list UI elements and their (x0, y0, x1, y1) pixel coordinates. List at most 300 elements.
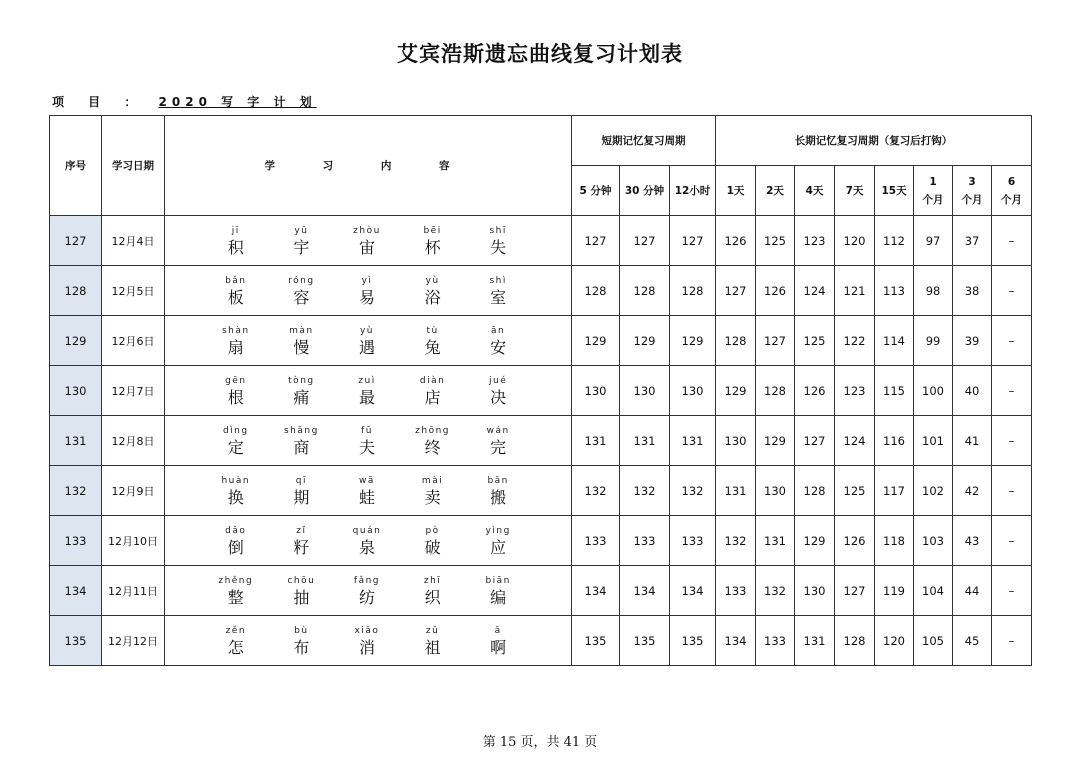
long-review-cell[interactable]: 128 (756, 366, 795, 416)
pinyin: shàn (221, 325, 250, 336)
pinyin: qī (295, 475, 307, 486)
page-title: 艾宾浩斯遗忘曲线复习计划表 (397, 42, 683, 66)
pinyin: yù (425, 275, 440, 286)
header-long-col (835, 166, 875, 216)
header-long-col-bottom: 个月 (922, 193, 944, 206)
pinyin: zhěng (218, 575, 254, 586)
pinyin: yǔ (294, 225, 309, 236)
pinyin: wán (486, 425, 510, 436)
character-entry (405, 224, 461, 258)
hanzi: 宙 (358, 237, 375, 257)
header-content: 学 习 内 容 (165, 116, 572, 216)
long-review-cell[interactable]: 112 (875, 216, 914, 266)
hanzi: 泉 (358, 537, 375, 557)
long-review-cell[interactable]: 102 (914, 466, 953, 516)
row-content (165, 416, 572, 466)
long-review-cell[interactable]: 101 (914, 416, 953, 466)
table-row (50, 516, 1032, 566)
row-content (165, 466, 572, 516)
hanzi: 消 (358, 637, 375, 657)
long-review-cell[interactable]: 124 (835, 416, 875, 466)
long-review-cell[interactable]: 122 (835, 316, 875, 366)
short-review-cell: 127 (620, 216, 670, 266)
long-review-cell[interactable]: 130 (756, 466, 795, 516)
pinyin: wā (359, 475, 375, 486)
character-entry (208, 374, 264, 408)
pinyin: zhōng (415, 425, 450, 436)
long-review-cell[interactable]: 124 (795, 266, 835, 316)
character-entry (405, 424, 461, 458)
short-review-cell: 128 (620, 266, 670, 316)
long-review-cell[interactable]: – (992, 466, 1032, 516)
hanzi: 浴 (424, 287, 441, 307)
long-review-cell[interactable]: 119 (875, 566, 914, 616)
header-long-col-top: 6 (1007, 175, 1016, 188)
pinyin: tòng (288, 375, 315, 386)
short-review-cell: 131 (620, 416, 670, 466)
long-review-cell[interactable]: 130 (795, 566, 835, 616)
long-review-cell[interactable]: 126 (756, 266, 795, 316)
long-review-cell[interactable]: 129 (795, 516, 835, 566)
pinyin: dìng (222, 425, 249, 436)
hanzi: 籽 (293, 537, 310, 557)
header-long-col (992, 166, 1032, 216)
row-date: 12月8日 (102, 416, 165, 466)
project-line (52, 93, 317, 110)
hanzi: 啊 (490, 637, 507, 657)
pinyin: bǎn (225, 275, 247, 286)
hanzi: 室 (490, 287, 507, 307)
short-review-cell: 128 (572, 266, 620, 316)
character-entry (208, 324, 264, 358)
pinyin: bān (487, 475, 509, 486)
character-entry (208, 524, 264, 558)
row-seq: 128 (50, 266, 102, 316)
hanzi: 兔 (424, 337, 441, 357)
pinyin: chōu (287, 575, 316, 586)
pinyin: shì (489, 275, 507, 286)
pinyin: biān (485, 575, 511, 586)
character-entry (273, 274, 329, 308)
hanzi: 痛 (293, 387, 310, 407)
long-review-cell[interactable]: – (992, 516, 1032, 566)
pinyin: zhī (423, 575, 442, 586)
character-entry (405, 324, 461, 358)
hanzi: 宇 (293, 237, 310, 257)
long-review-cell[interactable]: 97 (914, 216, 953, 266)
table-row (50, 566, 1032, 616)
hanzi: 应 (490, 537, 507, 557)
long-review-cell[interactable]: 132 (756, 566, 795, 616)
hanzi: 决 (490, 387, 507, 407)
row-seq: 135 (50, 616, 102, 666)
hanzi: 杯 (424, 237, 441, 257)
long-review-cell[interactable]: 120 (875, 616, 914, 666)
long-review-cell[interactable]: – (992, 316, 1032, 366)
long-review-cell[interactable]: 100 (914, 366, 953, 416)
long-review-cell[interactable]: 134 (716, 616, 756, 666)
character-entry (273, 574, 329, 608)
short-review-cell: 127 (670, 216, 716, 266)
short-review-cell: 128 (670, 266, 716, 316)
long-review-cell[interactable]: – (992, 416, 1032, 466)
table-row (50, 466, 1032, 516)
hanzi: 根 (227, 387, 244, 407)
hanzi: 期 (293, 487, 310, 507)
long-review-cell[interactable]: 115 (875, 366, 914, 416)
hanzi: 商 (293, 437, 310, 457)
long-review-cell[interactable]: 98 (914, 266, 953, 316)
project-label: 项 目 ： (52, 95, 147, 109)
character-entry (405, 274, 461, 308)
row-date: 12月9日 (102, 466, 165, 516)
long-review-cell[interactable]: 38 (953, 266, 992, 316)
row-date: 12月5日 (102, 266, 165, 316)
long-review-cell[interactable]: – (992, 366, 1032, 416)
character-entry (405, 374, 461, 408)
character-entry (470, 274, 526, 308)
long-review-cell[interactable]: 39 (953, 316, 992, 366)
character-entry (273, 324, 329, 358)
long-review-cell[interactable]: – (992, 266, 1032, 316)
row-seq: 131 (50, 416, 102, 466)
character-entry (273, 224, 329, 258)
hanzi: 布 (293, 637, 310, 657)
character-entry (470, 524, 526, 558)
long-review-cell[interactable]: 133 (716, 566, 756, 616)
hanzi: 抽 (293, 587, 310, 607)
short-review-cell: 132 (572, 466, 620, 516)
hanzi: 失 (490, 237, 507, 257)
long-review-cell[interactable]: 37 (953, 216, 992, 266)
pinyin: xiāo (354, 625, 380, 636)
hanzi: 积 (227, 237, 244, 257)
long-review-cell[interactable]: – (992, 616, 1032, 666)
pinyin: yìng (485, 525, 511, 536)
hanzi: 夫 (358, 437, 375, 457)
hanzi: 纺 (358, 587, 375, 607)
character-entry (470, 224, 526, 258)
character-entry (470, 574, 526, 608)
character-entry (339, 574, 395, 608)
header-long-col-bottom: 个月 (961, 193, 983, 206)
long-review-cell[interactable]: 125 (795, 316, 835, 366)
character-entry (405, 474, 461, 508)
pinyin: gēn (225, 375, 247, 386)
hanzi: 卖 (424, 487, 441, 507)
header-short-col: 5 分钟 (572, 166, 620, 216)
long-review-cell[interactable]: 131 (716, 466, 756, 516)
long-review-cell[interactable]: 104 (914, 566, 953, 616)
hanzi: 易 (358, 287, 375, 307)
character-entry (470, 624, 526, 658)
short-review-cell: 135 (670, 616, 716, 666)
character-entry (273, 474, 329, 508)
character-entry (339, 374, 395, 408)
project-value: 2020 写 字 计 划 (158, 95, 317, 109)
long-review-cell[interactable]: 133 (756, 616, 795, 666)
character-entry (339, 224, 395, 258)
header-long-col-bottom: 2天 (766, 184, 784, 197)
long-review-cell[interactable]: 103 (914, 516, 953, 566)
character-entry (273, 374, 329, 408)
page-footer: 第 15 页，共 41 页 (482, 735, 598, 750)
short-review-cell: 130 (572, 366, 620, 416)
short-review-cell: 134 (620, 566, 670, 616)
character-entry (208, 474, 264, 508)
short-review-cell: 129 (670, 316, 716, 366)
pinyin: zěn (225, 625, 247, 636)
long-review-cell[interactable]: 42 (953, 466, 992, 516)
character-entry (208, 274, 264, 308)
short-review-cell: 129 (620, 316, 670, 366)
character-entry (405, 624, 461, 658)
row-date: 12月12日 (102, 616, 165, 666)
long-review-cell[interactable]: 129 (716, 366, 756, 416)
long-review-cell[interactable]: 123 (795, 216, 835, 266)
hanzi: 慢 (293, 337, 310, 357)
header-long-col (795, 166, 835, 216)
row-date: 12月7日 (102, 366, 165, 416)
long-review-cell[interactable]: 128 (716, 316, 756, 366)
long-review-cell[interactable]: 43 (953, 516, 992, 566)
row-date: 12月6日 (102, 316, 165, 366)
long-review-cell[interactable]: 132 (716, 516, 756, 566)
character-entry (470, 424, 526, 458)
long-review-cell[interactable]: 127 (716, 266, 756, 316)
hanzi: 扇 (227, 337, 244, 357)
row-content (165, 616, 572, 666)
hanzi: 搬 (490, 487, 507, 507)
short-review-cell: 127 (572, 216, 620, 266)
header-short-term: 短期记忆复习周期 (572, 116, 716, 166)
header-long-col (716, 166, 756, 216)
short-review-cell: 131 (572, 416, 620, 466)
header-date: 学习日期 (102, 116, 165, 216)
pinyin: diàn (419, 375, 446, 386)
pinyin: zhòu (353, 225, 381, 236)
character-entry (339, 424, 395, 458)
long-review-cell[interactable]: 40 (953, 366, 992, 416)
short-review-cell: 133 (572, 516, 620, 566)
pinyin: zuì (358, 375, 376, 386)
row-seq: 132 (50, 466, 102, 516)
hanzi: 容 (293, 287, 310, 307)
table-row (50, 366, 1032, 416)
long-review-cell[interactable]: 44 (953, 566, 992, 616)
long-review-cell[interactable]: 127 (795, 416, 835, 466)
hanzi: 怎 (227, 637, 244, 657)
short-review-cell: 134 (572, 566, 620, 616)
row-seq: 127 (50, 216, 102, 266)
character-entry (470, 374, 526, 408)
table-row (50, 616, 1032, 666)
pinyin: yù (359, 325, 374, 336)
long-review-cell[interactable]: 126 (795, 366, 835, 416)
header-long-col (953, 166, 992, 216)
long-review-cell[interactable]: 126 (716, 216, 756, 266)
pinyin: bù (294, 625, 309, 636)
header-short-col: 12小时 (670, 166, 716, 216)
row-seq: 133 (50, 516, 102, 566)
header-long-col-top: 3 (968, 175, 976, 188)
pinyin: bēi (423, 225, 442, 236)
row-content (165, 366, 572, 416)
long-review-cell[interactable]: 41 (953, 416, 992, 466)
long-review-cell[interactable]: 117 (875, 466, 914, 516)
hanzi: 编 (490, 587, 507, 607)
pinyin: yì (361, 275, 373, 286)
hanzi: 终 (424, 437, 441, 457)
pinyin: róng (288, 275, 315, 286)
hanzi: 遇 (358, 337, 375, 357)
pinyin: tù (426, 325, 439, 336)
header-long-col-bottom: 7天 (845, 184, 864, 197)
short-review-cell: 130 (620, 366, 670, 416)
pinyin: pò (425, 525, 440, 536)
pinyin: ān (491, 325, 506, 336)
character-entry (208, 424, 264, 458)
table-row (50, 266, 1032, 316)
long-review-cell[interactable]: 45 (953, 616, 992, 666)
long-review-cell[interactable]: 129 (756, 416, 795, 466)
hanzi: 安 (490, 337, 507, 357)
long-review-cell[interactable]: 131 (756, 516, 795, 566)
character-entry (339, 324, 395, 358)
header-long-term: 长期记忆复习周期（复习后打钩） (716, 116, 1032, 166)
header-long-col-top: 1 (929, 175, 937, 188)
long-review-cell[interactable]: 125 (835, 466, 875, 516)
pinyin: dǎo (225, 525, 247, 536)
long-review-cell[interactable]: 125 (756, 216, 795, 266)
row-content (165, 566, 572, 616)
character-entry (405, 524, 461, 558)
row-date: 12月4日 (102, 216, 165, 266)
row-content (165, 266, 572, 316)
pinyin: quán (352, 525, 382, 536)
character-entry (339, 624, 395, 658)
pinyin: jī (231, 225, 240, 236)
table-row (50, 416, 1032, 466)
row-content (165, 216, 572, 266)
header-long-col (756, 166, 795, 216)
long-review-cell[interactable]: 128 (835, 616, 875, 666)
hanzi: 最 (358, 387, 375, 407)
short-review-cell: 135 (572, 616, 620, 666)
short-review-cell: 131 (670, 416, 716, 466)
hanzi: 店 (424, 387, 441, 407)
character-entry (470, 324, 526, 358)
long-review-cell[interactable]: 118 (875, 516, 914, 566)
long-review-cell[interactable]: – (992, 216, 1032, 266)
long-review-cell[interactable]: 131 (795, 616, 835, 666)
character-entry (208, 224, 264, 258)
character-entry (405, 574, 461, 608)
header-long-col-bottom: 4天 (805, 184, 824, 197)
character-entry (470, 474, 526, 508)
hanzi: 板 (227, 287, 244, 307)
short-review-cell: 132 (620, 466, 670, 516)
pinyin: huàn (221, 475, 251, 486)
header-long-col (875, 166, 914, 216)
long-review-cell[interactable]: 127 (756, 316, 795, 366)
character-entry (339, 274, 395, 308)
long-review-cell[interactable]: – (992, 566, 1032, 616)
pinyin: màn (289, 325, 314, 336)
long-review-cell[interactable]: 120 (835, 216, 875, 266)
hanzi: 完 (490, 437, 507, 457)
hanzi: 织 (424, 587, 441, 607)
row-seq: 130 (50, 366, 102, 416)
row-content (165, 316, 572, 366)
short-review-cell: 134 (670, 566, 716, 616)
long-review-cell[interactable]: 99 (914, 316, 953, 366)
character-entry (273, 424, 329, 458)
pinyin: jué (489, 375, 508, 386)
hanzi: 祖 (424, 637, 441, 657)
pinyin: fū (361, 425, 373, 436)
pinyin: ā (494, 625, 502, 636)
table-row (50, 316, 1032, 366)
row-seq: 134 (50, 566, 102, 616)
hanzi: 定 (227, 437, 244, 457)
short-review-cell: 129 (572, 316, 620, 366)
long-review-cell[interactable]: 116 (875, 416, 914, 466)
pinyin: mài (421, 475, 444, 486)
short-review-cell: 132 (670, 466, 716, 516)
long-review-cell[interactable]: 121 (835, 266, 875, 316)
character-entry (208, 624, 264, 658)
long-review-cell[interactable]: 127 (835, 566, 875, 616)
header-long-col-bottom: 15天 (881, 184, 907, 197)
hanzi: 整 (227, 587, 244, 607)
character-entry (208, 574, 264, 608)
row-content (165, 516, 572, 566)
short-review-cell: 133 (620, 516, 670, 566)
long-review-cell[interactable]: 113 (875, 266, 914, 316)
header-short-col: 30 分钟 (620, 166, 670, 216)
header-long-col (914, 166, 953, 216)
character-entry (273, 624, 329, 658)
pinyin: fǎng (353, 575, 381, 586)
review-plan-table (49, 115, 1032, 666)
header-seq: 序号 (50, 116, 102, 216)
character-entry (273, 524, 329, 558)
short-review-cell: 130 (670, 366, 716, 416)
row-date: 12月11日 (102, 566, 165, 616)
row-seq: 129 (50, 316, 102, 366)
long-review-cell[interactable]: 128 (795, 466, 835, 516)
hanzi: 破 (424, 537, 441, 557)
long-review-cell[interactable]: 105 (914, 616, 953, 666)
long-review-cell[interactable]: 130 (716, 416, 756, 466)
header-long-col-bottom: 1天 (726, 184, 745, 197)
row-date: 12月10日 (102, 516, 165, 566)
pinyin: zǔ (425, 625, 440, 636)
long-review-cell[interactable]: 123 (835, 366, 875, 416)
long-review-cell[interactable]: 126 (835, 516, 875, 566)
header-long-col-bottom: 个月 (1001, 193, 1023, 206)
character-entry (339, 474, 395, 508)
table-row (50, 216, 1032, 266)
hanzi: 换 (227, 487, 244, 507)
long-review-cell[interactable]: 114 (875, 316, 914, 366)
short-review-cell: 133 (670, 516, 716, 566)
character-entry (339, 524, 395, 558)
hanzi: 倒 (227, 537, 244, 557)
hanzi: 蛙 (358, 487, 375, 507)
pinyin: shāng (283, 425, 319, 436)
